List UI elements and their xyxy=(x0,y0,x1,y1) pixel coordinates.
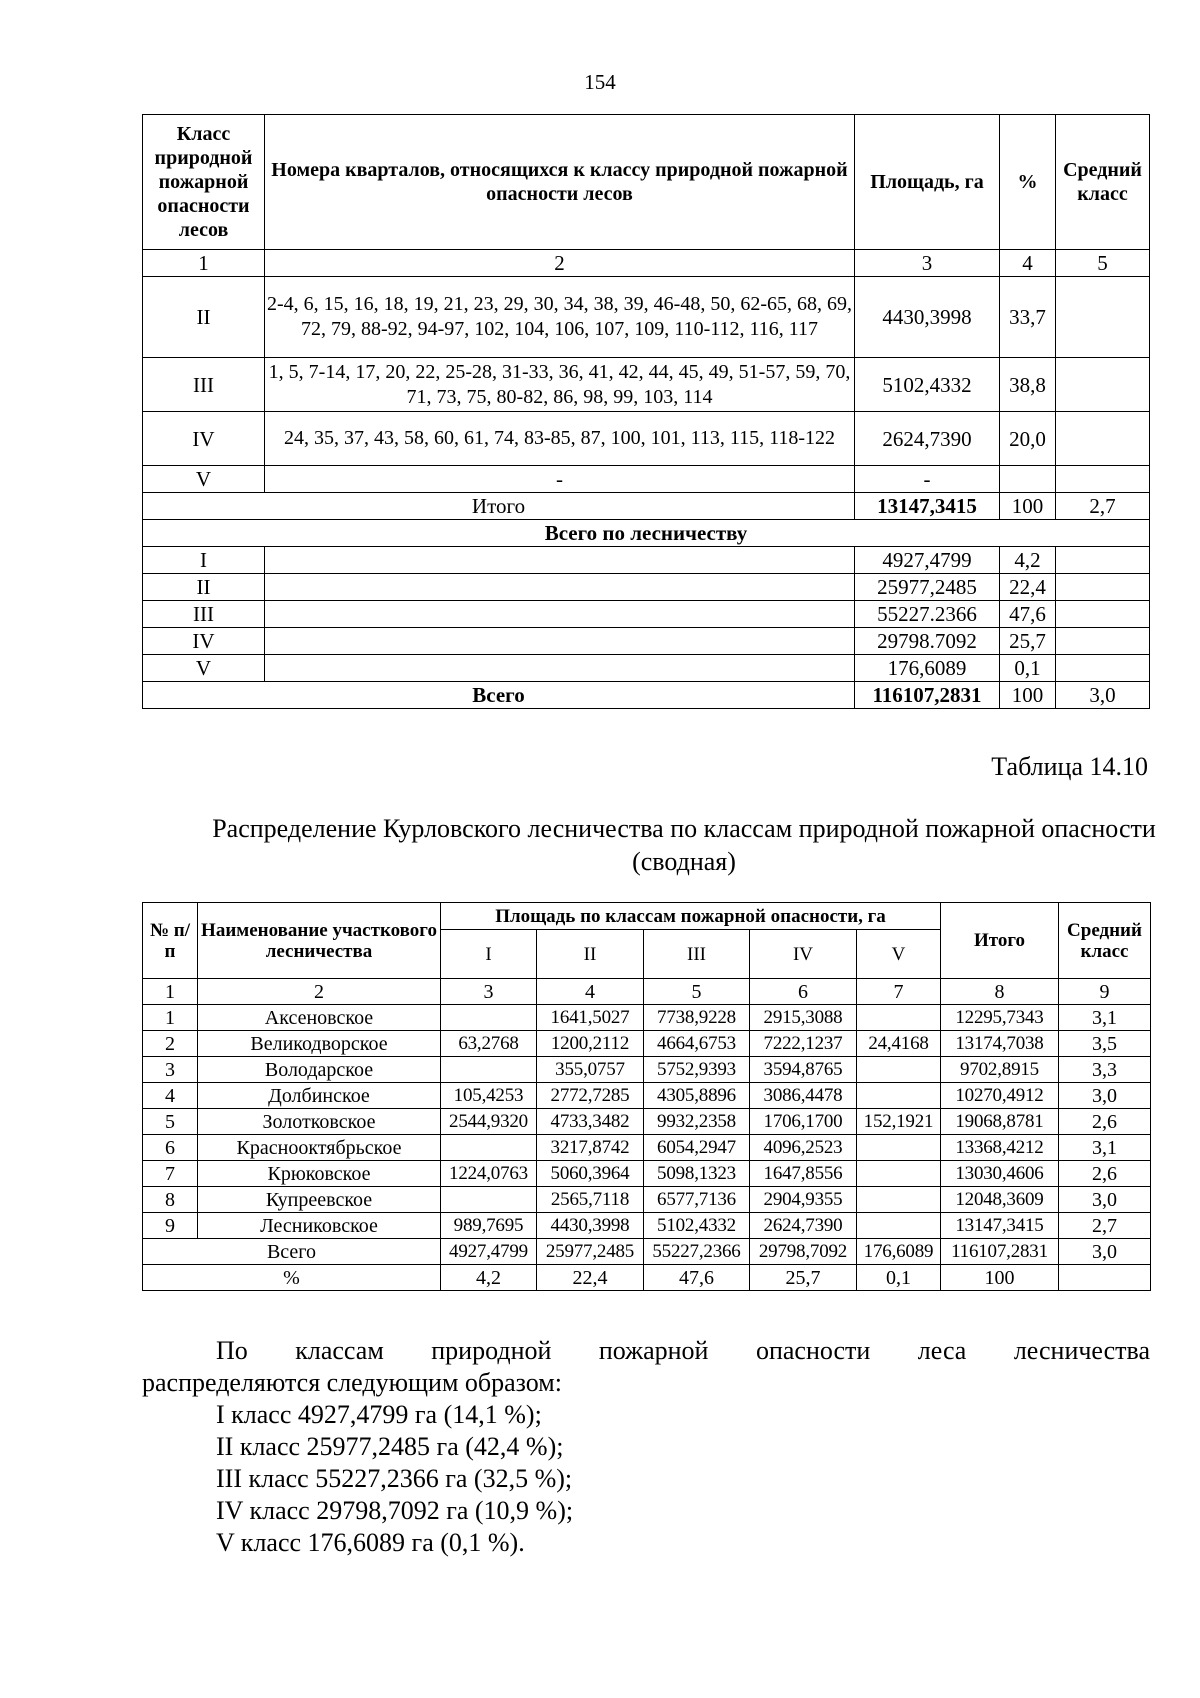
table-title: Распределение Курловского лесничества по классам природной пожарной опасности (сводная) xyxy=(212,814,1156,876)
table-row xyxy=(143,601,1150,628)
cell-c5 xyxy=(857,1161,941,1187)
cell-n: 5 xyxy=(143,1109,198,1135)
class-list-item: I класс 4927,4799 га (14,1 %); xyxy=(216,1400,542,1429)
cell-area: 29798.7092 xyxy=(855,628,1000,655)
pct-label: % xyxy=(143,1265,441,1291)
itogo-percent: 100 xyxy=(1000,493,1056,520)
cell-c4: 3086,4478 xyxy=(750,1083,857,1109)
table-row xyxy=(143,1135,1151,1161)
cell-n: 4 xyxy=(143,1083,198,1109)
total-avg: 3,0 xyxy=(1059,1239,1151,1265)
section-row xyxy=(143,520,1150,547)
page-number: 154 xyxy=(584,70,616,94)
table-row xyxy=(143,655,1150,682)
pct-c3: 47,6 xyxy=(644,1265,750,1291)
total-c1: 4927,4799 xyxy=(441,1239,537,1265)
class-list-item: V класс 176,6089 га (0,1 %). xyxy=(216,1528,525,1557)
itogo-label: Итого xyxy=(143,493,855,520)
cell-c4: 1706,1700 xyxy=(750,1109,857,1135)
cell-c4: 1647,8556 xyxy=(750,1161,857,1187)
cell-avg xyxy=(1056,601,1150,628)
cell-c1: 989,7695 xyxy=(441,1213,537,1239)
cell-area: 25977,2485 xyxy=(855,574,1000,601)
cell-percent: 38,8 xyxy=(1000,358,1056,412)
forest-fire-class-table xyxy=(142,114,1150,709)
cell-class: IV xyxy=(143,412,265,466)
cell-percent: 25,7 xyxy=(1000,628,1056,655)
itogo-avg: 2,7 xyxy=(1056,493,1150,520)
table-row xyxy=(143,1187,1151,1213)
cell-n: 9 xyxy=(143,1213,198,1239)
cell-avg: 3,0 xyxy=(1059,1083,1151,1109)
cell-total: 13174,7038 xyxy=(941,1031,1059,1057)
total-c5: 176,6089 xyxy=(857,1239,941,1265)
table-row xyxy=(143,358,1150,412)
cell-class: II xyxy=(143,574,265,601)
table-row xyxy=(143,1109,1151,1135)
cell-n: 3 xyxy=(143,1057,198,1083)
cell-avg xyxy=(1056,655,1150,682)
table-row xyxy=(143,277,1150,358)
pct-c2: 22,4 xyxy=(537,1265,644,1291)
cell-c1: 105,4253 xyxy=(441,1083,537,1109)
cell-area: 4430,3998 xyxy=(855,277,1000,358)
cell-avg: 3,3 xyxy=(1059,1057,1151,1083)
cell-name: Краснооктябрьское xyxy=(198,1135,441,1161)
cell-c5 xyxy=(857,1005,941,1031)
cell-total: 10270,4912 xyxy=(941,1083,1059,1109)
itogo-area: 13147,3415 xyxy=(855,493,1000,520)
vsego-area: 116107,2831 xyxy=(855,682,1000,709)
cell-percent: 22,4 xyxy=(1000,574,1056,601)
cell-c5 xyxy=(857,1057,941,1083)
cell-name: Золотковское xyxy=(198,1109,441,1135)
cell-percent: 20,0 xyxy=(1000,412,1056,466)
table-row xyxy=(143,547,1150,574)
header-name: Наименование участкового лесничества xyxy=(198,903,441,979)
pct-c4: 25,7 xyxy=(750,1265,857,1291)
table-row xyxy=(143,628,1150,655)
header-class-iv: IV xyxy=(750,930,857,979)
col-number: 3 xyxy=(855,250,1000,277)
cell-percent: 0,1 xyxy=(1000,655,1056,682)
cell-avg: 3,1 xyxy=(1059,1135,1151,1161)
cell-n: 1 xyxy=(143,1005,198,1031)
cell-name: Володарское xyxy=(198,1057,441,1083)
class-list-item: IV класс 29798,7092 га (10,9 %); xyxy=(216,1496,574,1525)
cell-percent: 33,7 xyxy=(1000,277,1056,358)
cell-n: 8 xyxy=(143,1187,198,1213)
cell-total: 9702,8915 xyxy=(941,1057,1059,1083)
cell-avg: 3,1 xyxy=(1059,1005,1151,1031)
table-row xyxy=(143,466,1150,493)
percent-row xyxy=(143,1265,1151,1291)
cell-class: III xyxy=(143,601,265,628)
cell-class: II xyxy=(143,277,265,358)
section-title: Всего по лесничеству xyxy=(143,520,1150,547)
cell-avg xyxy=(1056,574,1150,601)
header-avg: Средний класс xyxy=(1059,903,1151,979)
cell-c1: 2544,9320 xyxy=(441,1109,537,1135)
col-number: 5 xyxy=(644,979,750,1005)
itogo-row xyxy=(143,493,1150,520)
pct-c5: 0,1 xyxy=(857,1265,941,1291)
cell-c3: 6577,7136 xyxy=(644,1187,750,1213)
header-num: № п/п xyxy=(143,903,198,979)
body-text xyxy=(142,1335,1150,1559)
col-number: 1 xyxy=(143,250,265,277)
cell-name: Долбинское xyxy=(198,1083,441,1109)
cell-c5: 24,4168 xyxy=(857,1031,941,1057)
cell-area: - xyxy=(855,466,1000,493)
header-class-i: I xyxy=(441,930,537,979)
cell-c2: 3217,8742 xyxy=(537,1135,644,1161)
cell-class: V xyxy=(143,466,265,493)
cell-c3: 9932,2358 xyxy=(644,1109,750,1135)
cell-class: IV xyxy=(143,628,265,655)
vsego-label: Всего xyxy=(143,682,855,709)
cell-avg xyxy=(1056,358,1150,412)
cell-avg: 2,7 xyxy=(1059,1213,1151,1239)
cell-c4: 7222,1237 xyxy=(750,1031,857,1057)
class-list-item: III класс 55227,2366 га (32,5 %); xyxy=(216,1464,573,1493)
cell-c2: 4430,3998 xyxy=(537,1213,644,1239)
table-row xyxy=(143,1161,1151,1187)
cell-c5: 152,1921 xyxy=(857,1109,941,1135)
table-row xyxy=(143,1031,1151,1057)
paragraph-line-1: По классам природной пожарной опасности леса лесничества xyxy=(216,1336,1150,1365)
cell-c4: 2624,7390 xyxy=(750,1213,857,1239)
cell-empty xyxy=(265,574,855,601)
cell-name: Лесниковское xyxy=(198,1213,441,1239)
cell-area: 55227.2366 xyxy=(855,601,1000,628)
cell-percent: 4,2 xyxy=(1000,547,1056,574)
header-class: Класс природной пожарной опасности лесов xyxy=(143,115,265,250)
cell-c3: 4305,8896 xyxy=(644,1083,750,1109)
cell-avg: 2,6 xyxy=(1059,1109,1151,1135)
cell-c3: 4664,6753 xyxy=(644,1031,750,1057)
table-row xyxy=(143,1213,1151,1239)
pct-c1: 4,2 xyxy=(441,1265,537,1291)
cell-avg xyxy=(1056,628,1150,655)
class-list xyxy=(142,1399,1150,1559)
header-class-iii: III xyxy=(644,930,750,979)
total-c4: 29798,7092 xyxy=(750,1239,857,1265)
table-header-row xyxy=(143,115,1150,250)
cell-c2: 5060,3964 xyxy=(537,1161,644,1187)
cell-empty xyxy=(265,601,855,628)
table-row xyxy=(143,1083,1151,1109)
cell-c3: 7738,9228 xyxy=(644,1005,750,1031)
table-row xyxy=(143,1057,1151,1083)
cell-area: 5102,4332 xyxy=(855,358,1000,412)
cell-c5 xyxy=(857,1135,941,1161)
total-c3: 55227,2366 xyxy=(644,1239,750,1265)
cell-class: V xyxy=(143,655,265,682)
cell-name: Аксеновское xyxy=(198,1005,441,1031)
table-caption: Таблица 14.10 xyxy=(991,752,1148,781)
cell-c1 xyxy=(441,1187,537,1213)
cell-c5 xyxy=(857,1187,941,1213)
vsego-row xyxy=(143,682,1150,709)
col-number: 6 xyxy=(750,979,857,1005)
cell-c4: 2915,3088 xyxy=(750,1005,857,1031)
cell-c3: 5098,1323 xyxy=(644,1161,750,1187)
cell-class: III xyxy=(143,358,265,412)
column-number-row xyxy=(143,979,1151,1005)
cell-quarters: 24, 35, 37, 43, 58, 60, 61, 74, 83-85, 87, 100, 101, 113, 115, 118-122 xyxy=(265,412,855,466)
cell-c3: 5752,9393 xyxy=(644,1057,750,1083)
col-number: 3 xyxy=(441,979,537,1005)
column-number-row xyxy=(143,250,1150,277)
cell-total: 12048,3609 xyxy=(941,1187,1059,1213)
cell-empty xyxy=(265,655,855,682)
header-class-ii: II xyxy=(537,930,644,979)
cell-avg: 3,0 xyxy=(1059,1187,1151,1213)
cell-c3: 6054,2947 xyxy=(644,1135,750,1161)
cell-c2: 2565,7118 xyxy=(537,1187,644,1213)
cell-c1: 1224,0763 xyxy=(441,1161,537,1187)
cell-area: 4927,4799 xyxy=(855,547,1000,574)
cell-total: 13030,4606 xyxy=(941,1161,1059,1187)
cell-total: 13368,4212 xyxy=(941,1135,1059,1161)
cell-percent xyxy=(1000,466,1056,493)
total-row xyxy=(143,1239,1151,1265)
cell-n: 2 xyxy=(143,1031,198,1057)
total-c2: 25977,2485 xyxy=(537,1239,644,1265)
table-row xyxy=(143,574,1150,601)
cell-c2: 4733,3482 xyxy=(537,1109,644,1135)
cell-avg: 2,6 xyxy=(1059,1161,1151,1187)
cell-c2: 355,0757 xyxy=(537,1057,644,1083)
cell-area: 2624,7390 xyxy=(855,412,1000,466)
cell-c2: 2772,7285 xyxy=(537,1083,644,1109)
total-sum: 116107,2831 xyxy=(941,1239,1059,1265)
table2-body xyxy=(143,1005,1151,1239)
cell-quarters: 2-4, 6, 15, 16, 18, 19, 21, 23, 29, 30, 34, 38, 39, 46-48, 50, 62-65, 68, 69, 72, 79, 88-92, 94-97, 102, 104, 106, 107, 109, 110-112, 116, 117 xyxy=(265,277,855,358)
header-avg-class: Средний класс xyxy=(1056,115,1150,250)
cell-percent: 47,6 xyxy=(1000,601,1056,628)
cell-c1 xyxy=(441,1057,537,1083)
col-number: 2 xyxy=(198,979,441,1005)
cell-c1: 63,2768 xyxy=(441,1031,537,1057)
cell-c1 xyxy=(441,1005,537,1031)
cell-quarters: 1, 5, 7-14, 17, 20, 22, 25-28, 31-33, 36, 41, 42, 44, 45, 49, 51-57, 59, 70, 71, 73, 75, 80-82, 86, 98, 99, 103, 114 xyxy=(265,358,855,412)
paragraph-line-2: распределяются следующим образом: xyxy=(142,1368,562,1397)
cell-c5 xyxy=(857,1213,941,1239)
col-number: 2 xyxy=(265,250,855,277)
class-list-item: II класс 25977,2485 га (42,4 %); xyxy=(216,1432,564,1461)
cell-c2: 1200,2112 xyxy=(537,1031,644,1057)
total-label: Всего xyxy=(143,1239,441,1265)
header-area: Площадь, га xyxy=(855,115,1000,250)
cell-n: 7 xyxy=(143,1161,198,1187)
vsego-avg: 3,0 xyxy=(1056,682,1150,709)
cell-c2: 1641,5027 xyxy=(537,1005,644,1031)
cell-name: Великодворское xyxy=(198,1031,441,1057)
col-number: 4 xyxy=(537,979,644,1005)
cell-name: Купреевское xyxy=(198,1187,441,1213)
cell-c5 xyxy=(857,1083,941,1109)
cell-area: 176,6089 xyxy=(855,655,1000,682)
header-area-group: Площадь по классам пожарной опасности, га xyxy=(441,903,941,930)
cell-total: 19068,8781 xyxy=(941,1109,1059,1135)
cell-c4: 3594,8765 xyxy=(750,1057,857,1083)
col-number: 5 xyxy=(1056,250,1150,277)
cell-avg xyxy=(1056,412,1150,466)
header-itogo: Итого xyxy=(941,903,1059,979)
cell-c3: 5102,4332 xyxy=(644,1213,750,1239)
col-number: 7 xyxy=(857,979,941,1005)
cell-class: I xyxy=(143,547,265,574)
header-row-1 xyxy=(143,903,1151,930)
cell-avg xyxy=(1056,547,1150,574)
cell-c4: 4096,2523 xyxy=(750,1135,857,1161)
cell-avg xyxy=(1056,277,1150,358)
header-quarters: Номера кварталов, относящихся к классу природной пожарной опасности лесов xyxy=(265,115,855,250)
cell-c1 xyxy=(441,1135,537,1161)
cell-avg: 3,5 xyxy=(1059,1031,1151,1057)
cell-name: Крюковское xyxy=(198,1161,441,1187)
pct-total: 100 xyxy=(941,1265,1059,1291)
cell-avg xyxy=(1056,466,1150,493)
forestry-summary-table xyxy=(142,902,1151,1291)
vsego-percent: 100 xyxy=(1000,682,1056,709)
cell-n: 6 xyxy=(143,1135,198,1161)
cell-c4: 2904,9355 xyxy=(750,1187,857,1213)
table-row xyxy=(143,1005,1151,1031)
cell-quarters: - xyxy=(265,466,855,493)
header-class-v: V xyxy=(857,930,941,979)
col-number: 4 xyxy=(1000,250,1056,277)
pct-avg xyxy=(1059,1265,1151,1291)
table-row xyxy=(143,412,1150,466)
header-percent: % xyxy=(1000,115,1056,250)
cell-empty xyxy=(265,547,855,574)
cell-empty xyxy=(265,628,855,655)
cell-total: 12295,7343 xyxy=(941,1005,1059,1031)
col-number: 9 xyxy=(1059,979,1151,1005)
cell-total: 13147,3415 xyxy=(941,1213,1059,1239)
col-number: 1 xyxy=(143,979,198,1005)
col-number: 8 xyxy=(941,979,1059,1005)
